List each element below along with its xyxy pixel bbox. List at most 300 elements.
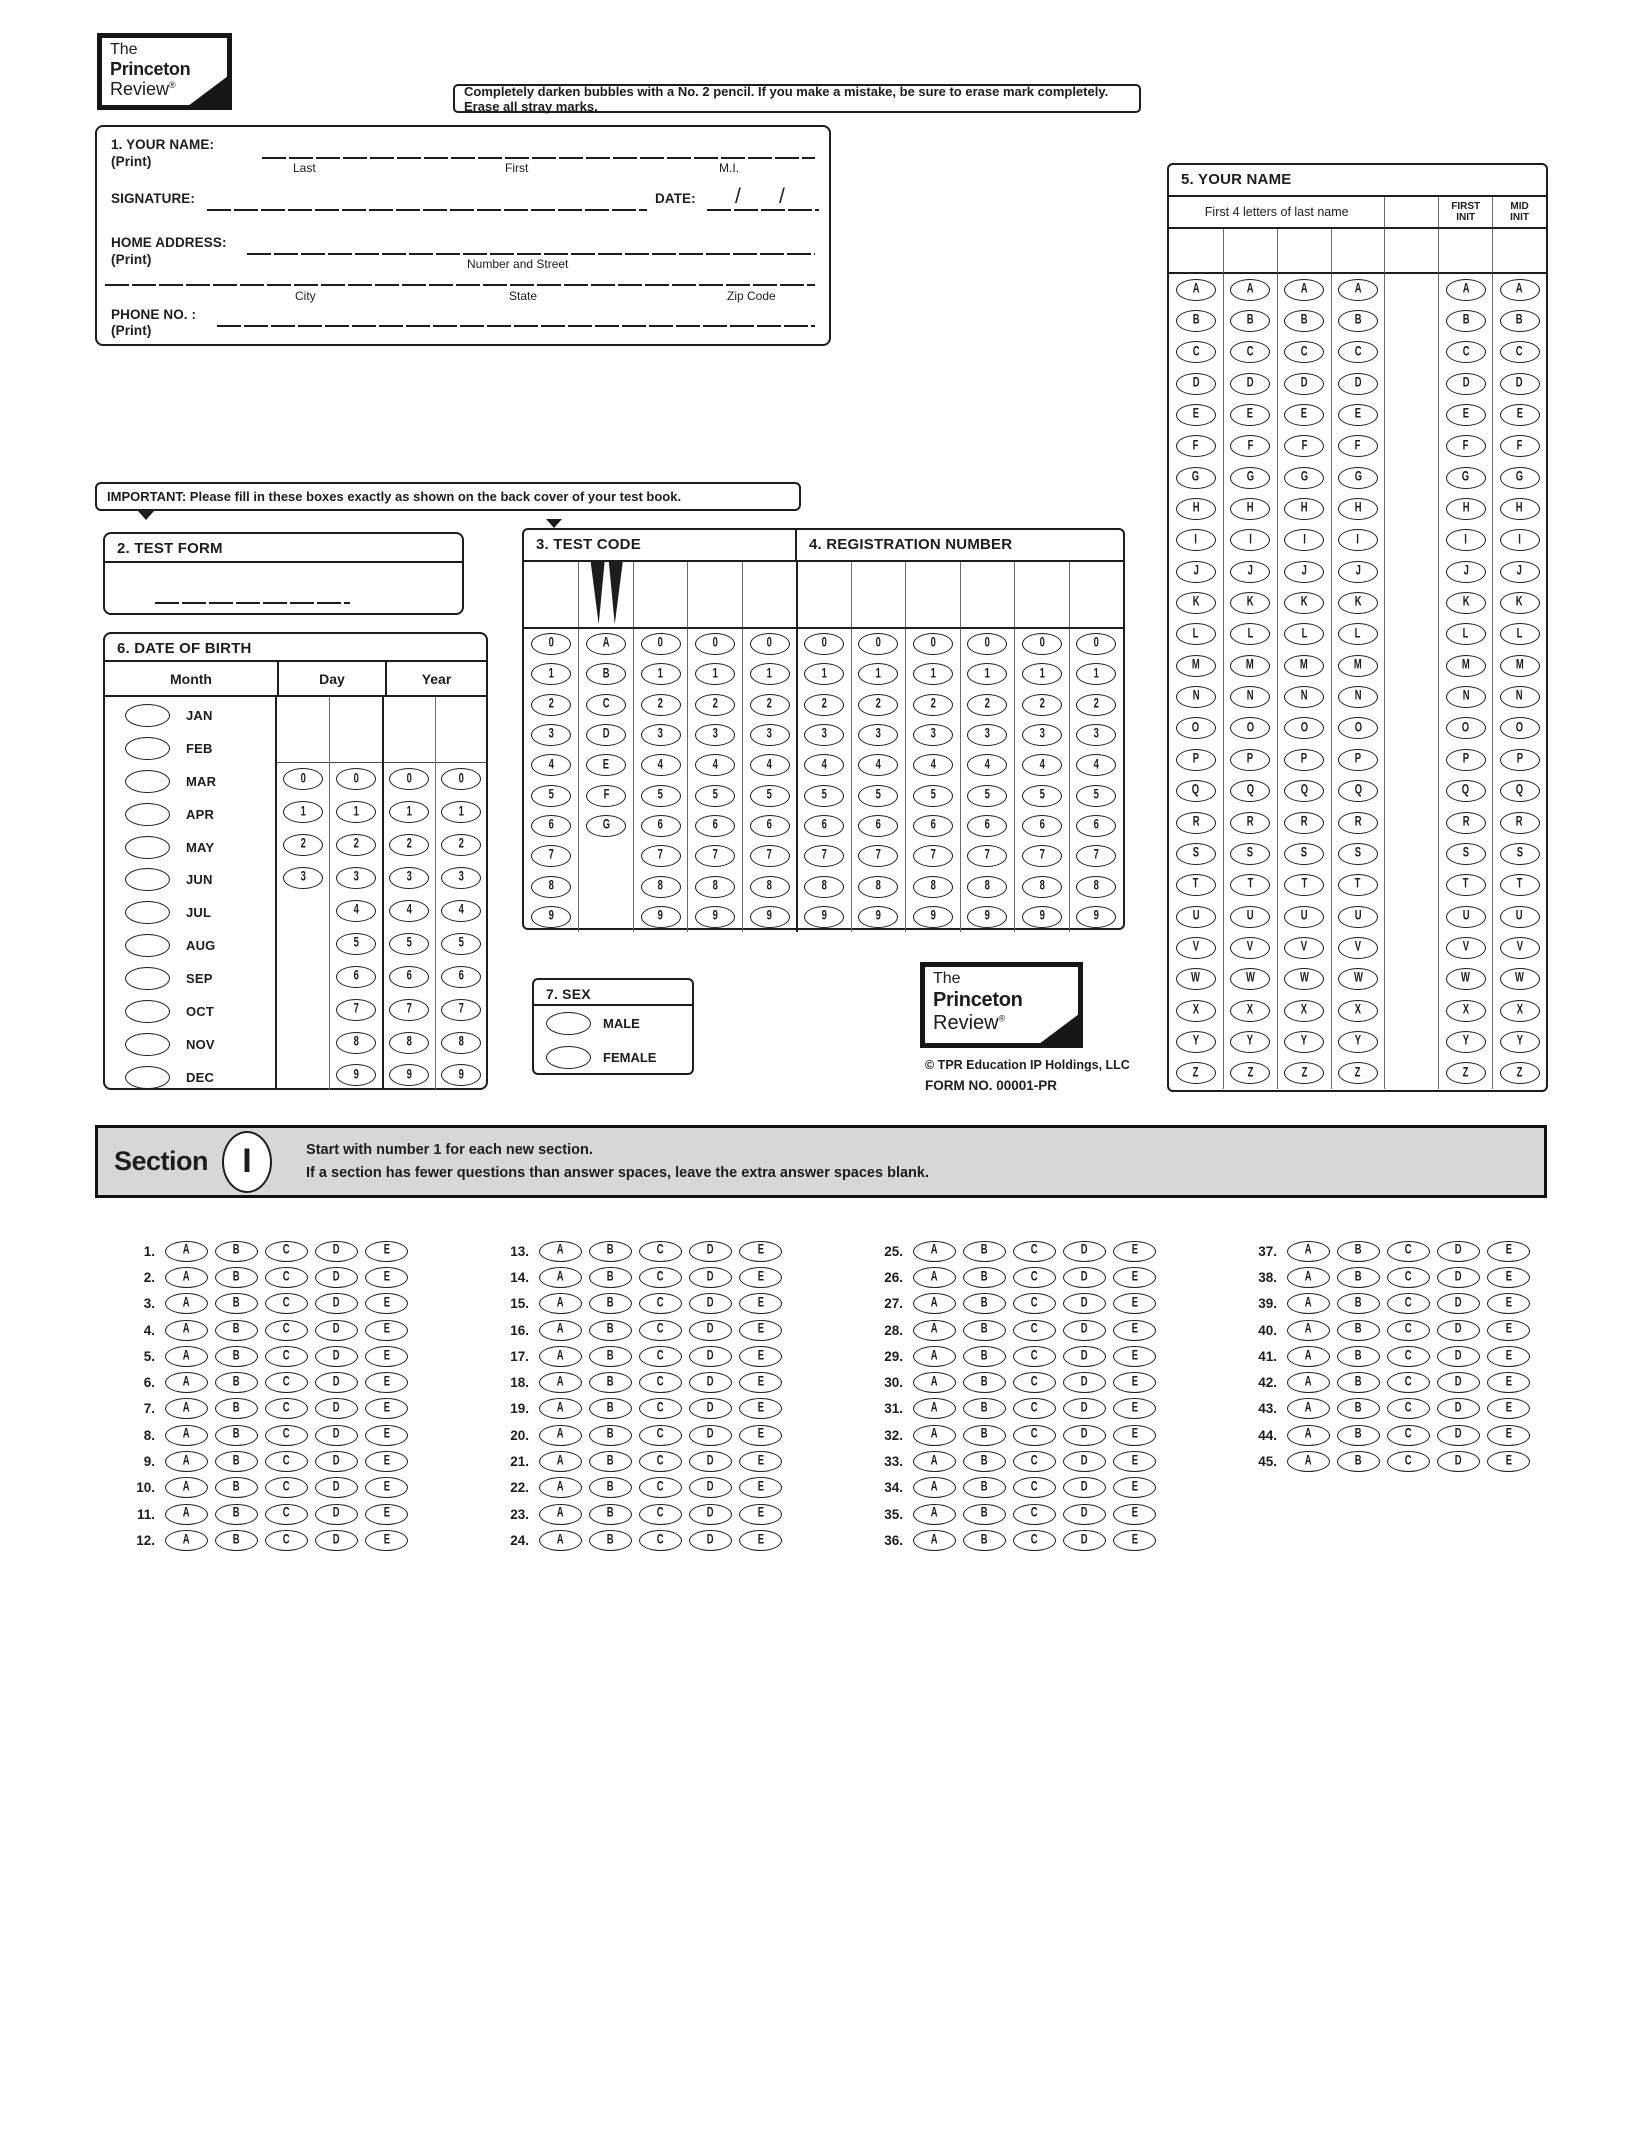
letter-bubble[interactable]	[1230, 561, 1270, 583]
month-bubble[interactable]	[125, 770, 170, 793]
digit-bubble[interactable]	[441, 1064, 481, 1086]
code-write-in-cell[interactable]	[524, 562, 578, 629]
letter-bubble[interactable]	[1176, 404, 1216, 426]
answer-bubble[interactable]	[165, 1451, 208, 1472]
digit-bubble[interactable]	[531, 876, 571, 898]
name-write-in-cell[interactable]	[1331, 229, 1385, 274]
letter-bubble[interactable]	[1338, 467, 1378, 489]
digit-bubble[interactable]	[913, 815, 953, 837]
answer-bubble[interactable]	[739, 1425, 782, 1446]
digit-bubble[interactable]	[531, 754, 571, 776]
digit-bubble[interactable]	[336, 999, 376, 1021]
answer-bubble[interactable]	[913, 1372, 956, 1393]
answer-bubble[interactable]	[215, 1320, 258, 1341]
answer-bubble[interactable]	[1437, 1241, 1480, 1262]
answer-bubble[interactable]	[1013, 1504, 1056, 1525]
digit-bubble[interactable]	[1076, 633, 1116, 655]
letter-bubble[interactable]	[1284, 561, 1324, 583]
digit-bubble[interactable]	[967, 754, 1007, 776]
digit-bubble[interactable]	[750, 754, 790, 776]
letter-bubble[interactable]	[1176, 655, 1216, 677]
name-write-in-cell[interactable]	[1277, 229, 1331, 274]
letter-bubble[interactable]	[1338, 404, 1378, 426]
letter-bubble[interactable]	[586, 694, 626, 716]
answer-bubble[interactable]	[1287, 1293, 1330, 1314]
answer-bubble[interactable]	[165, 1372, 208, 1393]
digit-bubble[interactable]	[641, 845, 681, 867]
letter-bubble[interactable]	[1284, 655, 1324, 677]
answer-bubble[interactable]	[1337, 1320, 1380, 1341]
digit-bubble[interactable]	[531, 906, 571, 928]
letter-bubble[interactable]	[1284, 498, 1324, 520]
letter-bubble[interactable]	[1446, 341, 1486, 363]
answer-bubble[interactable]	[539, 1241, 582, 1262]
answer-bubble[interactable]	[1013, 1530, 1056, 1551]
address-line-1[interactable]	[247, 253, 815, 255]
answer-bubble[interactable]	[539, 1504, 582, 1525]
letter-bubble[interactable]	[1446, 467, 1486, 489]
answer-bubble[interactable]	[589, 1293, 632, 1314]
letter-bubble[interactable]	[1230, 937, 1270, 959]
answer-bubble[interactable]	[165, 1504, 208, 1525]
digit-bubble[interactable]	[641, 815, 681, 837]
code-write-in-cell[interactable]	[633, 562, 687, 629]
answer-bubble[interactable]	[589, 1346, 632, 1367]
answer-bubble[interactable]	[689, 1293, 732, 1314]
answer-bubble[interactable]	[913, 1451, 956, 1472]
answer-bubble[interactable]	[1287, 1346, 1330, 1367]
answer-bubble[interactable]	[1063, 1451, 1106, 1472]
letter-bubble[interactable]	[1446, 874, 1486, 896]
digit-bubble[interactable]	[913, 906, 953, 928]
answer-bubble[interactable]	[1387, 1267, 1430, 1288]
digit-bubble[interactable]	[858, 633, 898, 655]
digit-bubble[interactable]	[913, 845, 953, 867]
answer-bubble[interactable]	[1387, 1320, 1430, 1341]
answer-bubble[interactable]	[1337, 1267, 1380, 1288]
letter-bubble[interactable]	[1500, 373, 1540, 395]
answer-bubble[interactable]	[539, 1398, 582, 1419]
digit-bubble[interactable]	[913, 663, 953, 685]
letter-bubble[interactable]	[1230, 717, 1270, 739]
digit-bubble[interactable]	[1022, 754, 1062, 776]
answer-bubble[interactable]	[1337, 1372, 1380, 1393]
letter-bubble[interactable]	[1284, 310, 1324, 332]
answer-bubble[interactable]	[365, 1372, 408, 1393]
letter-bubble[interactable]	[1446, 937, 1486, 959]
digit-bubble[interactable]	[389, 1032, 429, 1054]
answer-bubble[interactable]	[1287, 1425, 1330, 1446]
answer-bubble[interactable]	[365, 1346, 408, 1367]
letter-bubble[interactable]	[1338, 1031, 1378, 1053]
answer-bubble[interactable]	[913, 1346, 956, 1367]
answer-bubble[interactable]	[963, 1451, 1006, 1472]
answer-bubble[interactable]	[1387, 1346, 1430, 1367]
answer-bubble[interactable]	[963, 1477, 1006, 1498]
digit-bubble[interactable]	[695, 633, 735, 655]
letter-bubble[interactable]	[1176, 310, 1216, 332]
letter-bubble[interactable]	[1446, 968, 1486, 990]
answer-bubble[interactable]	[689, 1346, 732, 1367]
letter-bubble[interactable]	[1446, 717, 1486, 739]
signature-line[interactable]	[207, 209, 647, 211]
answer-bubble[interactable]	[689, 1451, 732, 1472]
digit-bubble[interactable]	[641, 694, 681, 716]
answer-bubble[interactable]	[1387, 1425, 1430, 1446]
letter-bubble[interactable]	[1284, 874, 1324, 896]
answer-bubble[interactable]	[1337, 1241, 1380, 1262]
digit-bubble[interactable]	[1022, 694, 1062, 716]
answer-bubble[interactable]	[539, 1267, 582, 1288]
name-write-in-cell[interactable]	[1223, 229, 1277, 274]
letter-bubble[interactable]	[1500, 561, 1540, 583]
answer-bubble[interactable]	[539, 1477, 582, 1498]
digit-bubble[interactable]	[750, 724, 790, 746]
answer-bubble[interactable]	[1063, 1372, 1106, 1393]
digit-bubble[interactable]	[641, 785, 681, 807]
dob-write-in-cell[interactable]	[384, 697, 434, 763]
answer-bubble[interactable]	[1063, 1425, 1106, 1446]
answer-bubble[interactable]	[639, 1241, 682, 1262]
digit-bubble[interactable]	[858, 663, 898, 685]
letter-bubble[interactable]	[1176, 592, 1216, 614]
letter-bubble[interactable]	[1284, 341, 1324, 363]
letter-bubble[interactable]	[1176, 686, 1216, 708]
answer-bubble[interactable]	[1487, 1346, 1530, 1367]
male-bubble[interactable]	[546, 1012, 591, 1035]
digit-bubble[interactable]	[1076, 876, 1116, 898]
answer-bubble[interactable]	[963, 1425, 1006, 1446]
answer-bubble[interactable]	[315, 1398, 358, 1419]
letter-bubble[interactable]	[1176, 843, 1216, 865]
answer-bubble[interactable]	[589, 1320, 632, 1341]
answer-bubble[interactable]	[1013, 1372, 1056, 1393]
answer-bubble[interactable]	[739, 1267, 782, 1288]
letter-bubble[interactable]	[1230, 874, 1270, 896]
digit-bubble[interactable]	[641, 724, 681, 746]
answer-bubble[interactable]	[265, 1504, 308, 1525]
answer-bubble[interactable]	[639, 1530, 682, 1551]
answer-bubble[interactable]	[739, 1320, 782, 1341]
letter-bubble[interactable]	[1500, 279, 1540, 301]
letter-bubble[interactable]	[1230, 623, 1270, 645]
letter-bubble[interactable]	[1500, 843, 1540, 865]
month-bubble[interactable]	[125, 737, 170, 760]
digit-bubble[interactable]	[750, 663, 790, 685]
answer-bubble[interactable]	[739, 1293, 782, 1314]
letter-bubble[interactable]	[1176, 780, 1216, 802]
digit-bubble[interactable]	[389, 867, 429, 889]
letter-bubble[interactable]	[1338, 968, 1378, 990]
answer-bubble[interactable]	[215, 1477, 258, 1498]
answer-bubble[interactable]	[1113, 1267, 1156, 1288]
answer-bubble[interactable]	[1013, 1267, 1056, 1288]
letter-bubble[interactable]	[1446, 1062, 1486, 1084]
letter-bubble[interactable]	[1176, 1031, 1216, 1053]
letter-bubble[interactable]	[1176, 373, 1216, 395]
letter-bubble[interactable]	[1446, 623, 1486, 645]
digit-bubble[interactable]	[695, 815, 735, 837]
answer-bubble[interactable]	[265, 1241, 308, 1262]
letter-bubble[interactable]	[1338, 874, 1378, 896]
digit-bubble[interactable]	[1076, 845, 1116, 867]
letter-bubble[interactable]	[1446, 529, 1486, 551]
answer-bubble[interactable]	[963, 1398, 1006, 1419]
letter-bubble[interactable]	[1176, 906, 1216, 928]
code-write-in-cell[interactable]	[1069, 562, 1123, 629]
letter-bubble[interactable]	[1284, 686, 1324, 708]
letter-bubble[interactable]	[1230, 812, 1270, 834]
letter-bubble[interactable]	[1338, 310, 1378, 332]
letter-bubble[interactable]	[1230, 1000, 1270, 1022]
letter-bubble[interactable]	[1338, 686, 1378, 708]
digit-bubble[interactable]	[389, 900, 429, 922]
letter-bubble[interactable]	[1176, 279, 1216, 301]
digit-bubble[interactable]	[804, 845, 844, 867]
letter-bubble[interactable]	[1230, 435, 1270, 457]
letter-bubble[interactable]	[1446, 906, 1486, 928]
answer-bubble[interactable]	[1487, 1320, 1530, 1341]
name-write-line[interactable]	[262, 157, 815, 159]
letter-bubble[interactable]	[1176, 498, 1216, 520]
answer-bubble[interactable]	[539, 1530, 582, 1551]
answer-bubble[interactable]	[639, 1504, 682, 1525]
answer-bubble[interactable]	[1013, 1425, 1056, 1446]
answer-bubble[interactable]	[1437, 1320, 1480, 1341]
answer-bubble[interactable]	[589, 1451, 632, 1472]
letter-bubble[interactable]	[1230, 279, 1270, 301]
answer-bubble[interactable]	[215, 1504, 258, 1525]
digit-bubble[interactable]	[695, 906, 735, 928]
digit-bubble[interactable]	[695, 876, 735, 898]
digit-bubble[interactable]	[804, 694, 844, 716]
answer-bubble[interactable]	[739, 1504, 782, 1525]
answer-bubble[interactable]	[589, 1267, 632, 1288]
letter-bubble[interactable]	[1338, 906, 1378, 928]
letter-bubble[interactable]	[1500, 906, 1540, 928]
letter-bubble[interactable]	[1284, 780, 1324, 802]
answer-bubble[interactable]	[215, 1293, 258, 1314]
code-write-in-cell[interactable]	[905, 562, 959, 629]
answer-bubble[interactable]	[315, 1451, 358, 1472]
digit-bubble[interactable]	[858, 694, 898, 716]
answer-bubble[interactable]	[1113, 1346, 1156, 1367]
answer-bubble[interactable]	[539, 1293, 582, 1314]
answer-bubble[interactable]	[215, 1346, 258, 1367]
answer-bubble[interactable]	[315, 1530, 358, 1551]
letter-bubble[interactable]	[1230, 968, 1270, 990]
letter-bubble[interactable]	[1446, 435, 1486, 457]
digit-bubble[interactable]	[641, 876, 681, 898]
digit-bubble[interactable]	[750, 633, 790, 655]
letter-bubble[interactable]	[1230, 1031, 1270, 1053]
answer-bubble[interactable]	[1437, 1346, 1480, 1367]
answer-bubble[interactable]	[1487, 1425, 1530, 1446]
letter-bubble[interactable]	[1284, 906, 1324, 928]
answer-bubble[interactable]	[265, 1293, 308, 1314]
month-bubble[interactable]	[125, 704, 170, 727]
digit-bubble[interactable]	[1022, 906, 1062, 928]
digit-bubble[interactable]	[531, 845, 571, 867]
letter-bubble[interactable]	[1500, 404, 1540, 426]
digit-bubble[interactable]	[858, 876, 898, 898]
answer-bubble[interactable]	[1387, 1372, 1430, 1393]
answer-bubble[interactable]	[1113, 1530, 1156, 1551]
digit-bubble[interactable]	[750, 876, 790, 898]
letter-bubble[interactable]	[1284, 435, 1324, 457]
letter-bubble[interactable]	[1500, 467, 1540, 489]
answer-bubble[interactable]	[315, 1425, 358, 1446]
letter-bubble[interactable]	[1230, 404, 1270, 426]
answer-bubble[interactable]	[689, 1477, 732, 1498]
date-line[interactable]	[707, 209, 819, 211]
digit-bubble[interactable]	[441, 933, 481, 955]
digit-bubble[interactable]	[913, 724, 953, 746]
answer-bubble[interactable]	[1013, 1451, 1056, 1472]
answer-bubble[interactable]	[1287, 1267, 1330, 1288]
answer-bubble[interactable]	[1063, 1477, 1106, 1498]
answer-bubble[interactable]	[963, 1530, 1006, 1551]
digit-bubble[interactable]	[858, 815, 898, 837]
answer-bubble[interactable]	[739, 1398, 782, 1419]
letter-bubble[interactable]	[1338, 655, 1378, 677]
answer-bubble[interactable]	[689, 1530, 732, 1551]
answer-bubble[interactable]	[963, 1241, 1006, 1262]
answer-bubble[interactable]	[365, 1398, 408, 1419]
answer-bubble[interactable]	[1013, 1320, 1056, 1341]
letter-bubble[interactable]	[1500, 780, 1540, 802]
letter-bubble[interactable]	[1338, 1000, 1378, 1022]
letter-bubble[interactable]	[1338, 561, 1378, 583]
letter-bubble[interactable]	[1500, 968, 1540, 990]
digit-bubble[interactable]	[913, 694, 953, 716]
letter-bubble[interactable]	[1446, 561, 1486, 583]
digit-bubble[interactable]	[389, 834, 429, 856]
answer-bubble[interactable]	[1437, 1372, 1480, 1393]
answer-bubble[interactable]	[589, 1372, 632, 1393]
digit-bubble[interactable]	[695, 694, 735, 716]
answer-bubble[interactable]	[689, 1425, 732, 1446]
digit-bubble[interactable]	[1076, 724, 1116, 746]
digit-bubble[interactable]	[804, 724, 844, 746]
answer-bubble[interactable]	[1113, 1398, 1156, 1419]
answer-bubble[interactable]	[265, 1477, 308, 1498]
answer-bubble[interactable]	[739, 1451, 782, 1472]
digit-bubble[interactable]	[750, 906, 790, 928]
answer-bubble[interactable]	[589, 1398, 632, 1419]
month-bubble[interactable]	[125, 1066, 170, 1089]
answer-bubble[interactable]	[913, 1530, 956, 1551]
letter-bubble[interactable]	[1446, 843, 1486, 865]
letter-bubble[interactable]	[1230, 310, 1270, 332]
answer-bubble[interactable]	[589, 1530, 632, 1551]
answer-bubble[interactable]	[1387, 1398, 1430, 1419]
answer-bubble[interactable]	[1287, 1451, 1330, 1472]
letter-bubble[interactable]	[1176, 467, 1216, 489]
code-write-in-cell[interactable]	[578, 562, 632, 629]
letter-bubble[interactable]	[1446, 686, 1486, 708]
answer-bubble[interactable]	[539, 1425, 582, 1446]
letter-bubble[interactable]	[1230, 498, 1270, 520]
letter-bubble[interactable]	[1176, 1062, 1216, 1084]
letter-bubble[interactable]	[1230, 843, 1270, 865]
letter-bubble[interactable]	[1284, 279, 1324, 301]
letter-bubble[interactable]	[1284, 1000, 1324, 1022]
answer-bubble[interactable]	[539, 1320, 582, 1341]
letter-bubble[interactable]	[1338, 373, 1378, 395]
answer-bubble[interactable]	[1113, 1293, 1156, 1314]
answer-bubble[interactable]	[215, 1267, 258, 1288]
month-bubble[interactable]	[125, 901, 170, 924]
letter-bubble[interactable]	[1284, 812, 1324, 834]
digit-bubble[interactable]	[750, 815, 790, 837]
answer-bubble[interactable]	[1437, 1293, 1480, 1314]
digit-bubble[interactable]	[1076, 785, 1116, 807]
answer-bubble[interactable]	[315, 1504, 358, 1525]
digit-bubble[interactable]	[695, 845, 735, 867]
answer-bubble[interactable]	[913, 1267, 956, 1288]
digit-bubble[interactable]	[283, 801, 323, 823]
dob-write-in-cell[interactable]	[277, 697, 328, 763]
letter-bubble[interactable]	[1500, 592, 1540, 614]
answer-bubble[interactable]	[315, 1372, 358, 1393]
letter-bubble[interactable]	[1284, 968, 1324, 990]
answer-bubble[interactable]	[165, 1398, 208, 1419]
digit-bubble[interactable]	[967, 663, 1007, 685]
letter-bubble[interactable]	[1338, 592, 1378, 614]
letter-bubble[interactable]	[1230, 373, 1270, 395]
answer-bubble[interactable]	[1113, 1451, 1156, 1472]
answer-bubble[interactable]	[1287, 1320, 1330, 1341]
letter-bubble[interactable]	[586, 663, 626, 685]
digit-bubble[interactable]	[1022, 785, 1062, 807]
letter-bubble[interactable]	[1284, 717, 1324, 739]
address-line-2[interactable]	[105, 284, 815, 286]
digit-bubble[interactable]	[336, 900, 376, 922]
digit-bubble[interactable]	[531, 633, 571, 655]
code-write-in-cell[interactable]	[851, 562, 905, 629]
letter-bubble[interactable]	[1284, 749, 1324, 771]
answer-bubble[interactable]	[913, 1425, 956, 1446]
answer-bubble[interactable]	[539, 1346, 582, 1367]
digit-bubble[interactable]	[1076, 815, 1116, 837]
answer-bubble[interactable]	[639, 1451, 682, 1472]
digit-bubble[interactable]	[750, 694, 790, 716]
answer-bubble[interactable]	[215, 1241, 258, 1262]
letter-bubble[interactable]	[1500, 310, 1540, 332]
answer-bubble[interactable]	[165, 1477, 208, 1498]
digit-bubble[interactable]	[441, 867, 481, 889]
answer-bubble[interactable]	[1387, 1293, 1430, 1314]
answer-bubble[interactable]	[165, 1267, 208, 1288]
answer-bubble[interactable]	[963, 1346, 1006, 1367]
answer-bubble[interactable]	[265, 1451, 308, 1472]
digit-bubble[interactable]	[967, 906, 1007, 928]
digit-bubble[interactable]	[858, 906, 898, 928]
answer-bubble[interactable]	[1013, 1398, 1056, 1419]
letter-bubble[interactable]	[1284, 937, 1324, 959]
letter-bubble[interactable]	[1176, 968, 1216, 990]
digit-bubble[interactable]	[1022, 845, 1062, 867]
answer-bubble[interactable]	[963, 1372, 1006, 1393]
letter-bubble[interactable]	[1230, 906, 1270, 928]
digit-bubble[interactable]	[389, 999, 429, 1021]
digit-bubble[interactable]	[967, 724, 1007, 746]
answer-bubble[interactable]	[365, 1530, 408, 1551]
answer-bubble[interactable]	[215, 1425, 258, 1446]
digit-bubble[interactable]	[1022, 663, 1062, 685]
digit-bubble[interactable]	[695, 785, 735, 807]
